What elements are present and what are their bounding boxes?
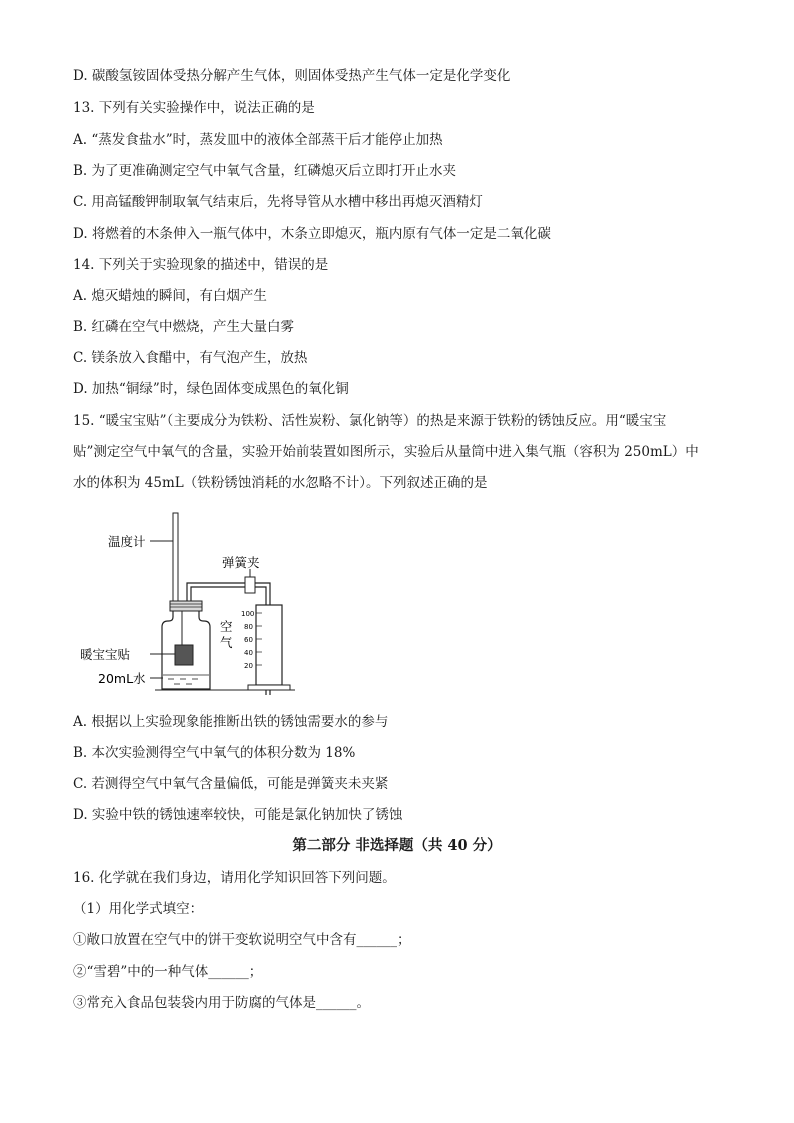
tick-100: 100: [241, 610, 255, 618]
q15-option-d: D. 实验中铁的锈蚀速率较快，可能是氯化钠加快了锈蚀: [73, 807, 403, 823]
q13-option-a: A. “蒸发食盐水”时，蒸发皿中的液体全部蒸干后才能停止加热: [73, 132, 443, 148]
cylinder-base: [248, 685, 290, 690]
water-label: 20mL水: [98, 671, 146, 686]
warm-pack: [175, 645, 193, 665]
q14-stem: 14. 下列关于实验现象的描述中，错误的是: [73, 257, 329, 273]
q13-stem: 13. 下列有关实验操作中，说法正确的是: [73, 100, 315, 116]
graduated-cylinder: [256, 605, 282, 685]
clamp-label: 弹簧夹: [222, 555, 260, 570]
tick-40: 40: [244, 649, 253, 657]
q16-item-2: ②“雪碧”中的一种气体______；: [73, 964, 263, 980]
q15-stem-line-2: 贴”测定空气中氧气的含量，实验开始前装置如图所示，实验后从量筒中进入集气瓶（容积为 250mL）中: [73, 444, 699, 460]
q15-option-a: A. 根据以上实验现象能推断出铁的锈蚀需要水的参与: [73, 714, 389, 730]
air-label-2: 气: [220, 635, 233, 650]
q15-stem-line-3: 水的体积为 45mL（铁粉锈蚀消耗的水忽略不计）。下列叙述正确的是: [73, 475, 488, 491]
q15-stem-line-1: 15. “暖宝宝贴”（主要成分为铁粉、活性炭粉、氯化钠等）的热是来源于铁粉的锈蚀反应。用“暖宝宝: [73, 413, 667, 429]
q13-option-d: D. 将燃着的木条伸入一瓶气体中，木条立即熄灭，瓶内原有气体一定是二氧化碳: [73, 226, 551, 242]
q15-option-c: C. 若测得空气中氧气含量偏低，可能是弹簧夹未夹紧: [73, 776, 389, 792]
pack-label: 暖宝宝贴: [80, 647, 131, 662]
thermometer-label: 温度计: [108, 534, 146, 549]
q12-option-d: D. 碳酸氢铵固体受热分解产生气体，则固体受热产生气体一定是化学变化: [73, 68, 511, 84]
q16-item-1: ①敞口放置在空气中的饼干变软说明空气中含有______；: [73, 932, 411, 948]
tick-20: 20: [244, 662, 253, 670]
spring-clamp: [245, 577, 255, 593]
q13-option-b: B. 为了更准确测定空气中氧气含量，红磷熄灭后立即打开止水夹: [73, 163, 457, 179]
q16-sub1: （1）用化学式填空：: [73, 901, 204, 917]
apparatus-figure: [70, 505, 300, 695]
q14-option-c: C. 镁条放入食醋中，有气泡产生，放热: [73, 350, 308, 366]
q16-item-3: ③常充入食品包装袋内用于防腐的气体是______。: [73, 995, 370, 1011]
q13-option-c: C. 用高锰酸钾制取氧气结束后，先将导管从水槽中移出再熄灭酒精灯: [73, 194, 483, 210]
tick-60: 60: [244, 636, 253, 644]
q14-option-d: D. 加热“铜绿”时，绿色固体变成黑色的氧化铜: [73, 381, 349, 397]
part-two-heading: 第二部分 非选择题（共 40 分）: [292, 837, 502, 854]
air-label-1: 空: [220, 619, 233, 634]
rubber-stopper: [170, 601, 202, 611]
tick-80: 80: [244, 623, 253, 631]
q15-option-b: B. 本次实验测得空气中氧气的体积分数为 18%: [73, 745, 356, 761]
q14-option-b: B. 红磷在空气中燃烧，产生大量白雾: [73, 319, 295, 335]
q16-stem: 16. 化学就在我们身边，请用化学知识回答下列问题。: [73, 870, 396, 886]
q14-option-a: A. 熄灭蜡烛的瞬间，有白烟产生: [73, 288, 267, 304]
